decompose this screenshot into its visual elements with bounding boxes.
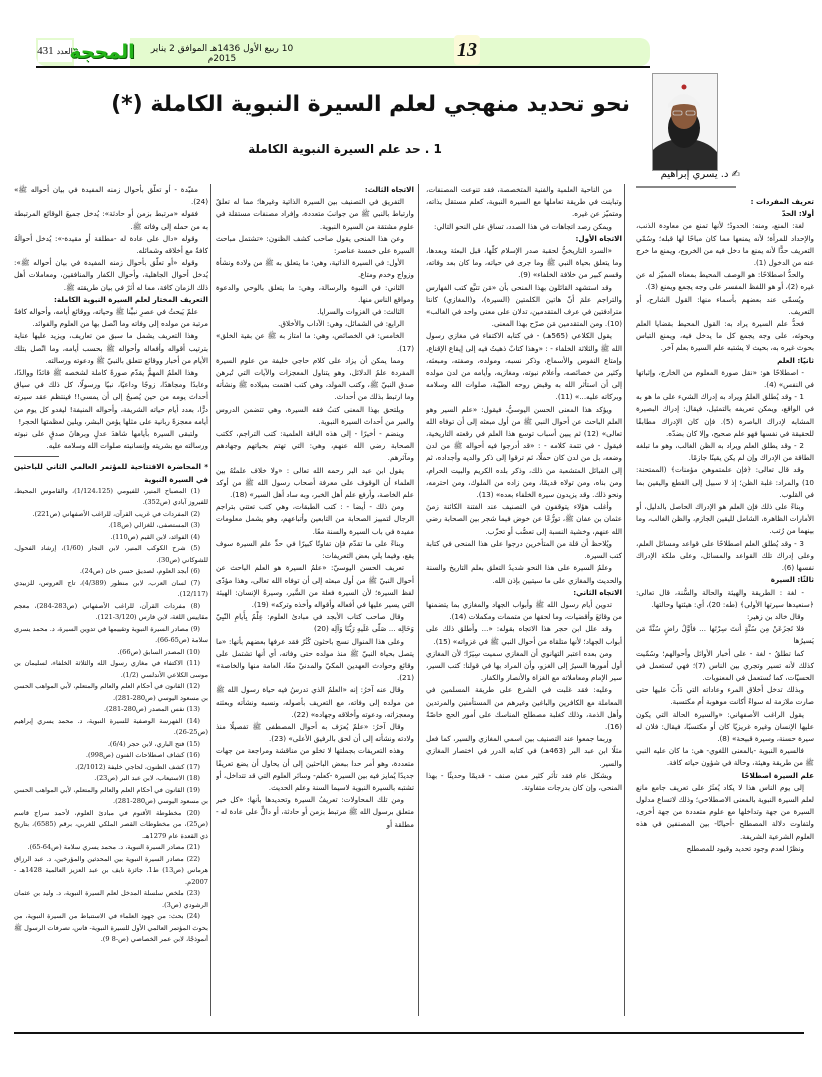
paragraph: وقال آخرُ: «علمٌ يُعرَف به أحوال المصطفى ﷺ تفصيلًا منذ ولادته ونشأته إلى أن لحق بالرفيق الأعلى» (23). — [216, 721, 414, 744]
footnote: (6) أبجد العلوم، لصديق حسن خان (ص24). — [79, 567, 200, 576]
page-number: 13 — [454, 35, 480, 65]
paragraph: لغة: المنع، ومنه: الحدودُ؛ لأنها تمنع من معاودة الذنب، والإحداد للمرأة؛ لأنه يمنعها مما كان مباحًا لها قبله؛ وسُمّي التعريف حدًّا لأنه يمنع ما دخل فيه من الخروج، ويمنع ما خرج عنه من الدخول (1). — [636, 221, 814, 268]
paragraph: وبذلك تدخل أخلاق المرء وعاداته التي دَأَبَ عليها حتى صارت ملازمة له سواءً أكانت موهوبة أم مكتسبة. — [636, 685, 814, 707]
paragraph: علمٌ يَبحثُ في عصرِ نبيِّنا ﷺ وحياته، ووقائع أيامه، وأحواله كافةً مرتبة من مولده إلى وفاته وما اتّصل بها من العلوم والفوائد. — [14, 307, 208, 329]
paragraph: وقال خالد بن زهير: — [746, 611, 804, 621]
section-heading: الاتجاه الأول: — [575, 233, 622, 243]
paragraph: وقوله «دال على عادة له -مطلقة أو مقيدة-»: يُدخل أحوالَهُ كافةً مع أخلاقه وشمائله. — [14, 233, 208, 256]
issue-number: 431 — [37, 45, 54, 57]
paragraph: تدوين أيام رسول الله ﷺ وأبواب الجهاد والمغازي بما يتضمنها من وقائعَ وأقضيات، وما لحقها من متممات ومكملات (14). — [426, 599, 622, 622]
footnote: (5) شرح الكوكب المنير، لابن النجار (1/60)، إرشاد الفحول، للشوكاني (ص30). — [14, 544, 208, 564]
paragraph: ومن تلك المحاولات: تعريفُ السيرة وتحديدها بأنها: «كل خبر متعلق برسول الله ﷺ مرتبط بزمن أو حادثة، أو دالٍّ على عادة له - مطلقة أو — [216, 795, 414, 829]
article-column-1 — [636, 196, 814, 1018]
paragraph: وعن هذا المنحى يقول صاحب كشف الظنون: «تشتمل مباحث السيرة على خمسة عناصر: — [216, 233, 414, 256]
author-photo — [652, 73, 718, 171]
footnote: (18) الاستيعاب، لابن عبد البر (ص23). — [94, 774, 200, 783]
section-heading: الاتجاه الثاني: — [573, 587, 622, 597]
footnote: (15) فتح الباري، لابن حجر (6/4). — [107, 739, 200, 748]
paragraph: وبشكل عام فقد تأثر كثير ممن صنف - قديمًا وحديثًا - بهذا المنحى، وإن كان بدرجات متفاوتة. — [426, 770, 622, 792]
paragraph: فقوله «مرتبط بزمن أو حادثة»: يُدخل جميعَ الوقائع المرتبطة به من حمله إلى وفاته ﷺ. — [14, 209, 208, 231]
paragraph: وقد استشهد القائلون بهذا المنحى بأن «مَن تتبَّع كتب الفهارس والتراجم علمَ أنّ هاتين الكلمتين (السيرة)، و(المغازي) كانتا مترادفتين في عرف المتقدمين، تدلان على معنى واحد في الغالب» (10). ومن المتقدمين مَن صرّح بهذا المعنى. — [426, 282, 622, 329]
paragraph: وقال عنه آخرُ: إنه «العلمُ الذي تدرسُ فيه حياة رسول الله ﷺ من مولده إلى وفاته، مع التعريف بأصوله، ونسبه ونشأته وبعثته ومعجزاته، ودعوته وأخلاقه وجهاده» (22). — [216, 685, 414, 719]
paragraph: وعليه: فقد غلبت في الشرع على طريقة المسلمين في المعاملة مع الكافرين والباغين وغيرهم من المستأمنين والمرتدين وأهل الذمة، وذلك كغلبة مصطلح المناسك على أمور الحج خاصّةً (16). — [426, 685, 622, 731]
paragraph: - لغة : الطريقة والهيئة والحالة والسُّنة، قال تعالى: ﴿سنعيدها سيرتها الأولى﴾ (طه: 20)، أي: هيئتها وحالتها. — [636, 587, 814, 609]
paragraph: وهذا العلمُ المهمُّ يقدّم صورةً كاملة لشخصه ﷺ قائدًا ووالدًا، وعابدًا ومجاهدًا، زوجًا وداعيًا، نبيًا ورسولًا، كل ذلك في سياق أحداث يومه من حين يُصبحُ إلى أن يمسي!! فينتظم عقد سيرته درًّا، بعدد أيام حياته الشريفة، وأحواله المنيفة! ليغدو كل يوم من أيامه معجزةً ربانية على مثلها يؤمن البشر، ويلين لعظمتها الحجر! — [14, 368, 208, 426]
column-divider — [418, 184, 419, 1016]
paragraph: يقول الراغب الأصفهاني: «والسيرة الحالة التي يكون عليها الإنسان وغيره غريزيًا كان أو مكتسبًا، فيقال: فلان له سيرة حسنة، وسيرة قبيحة» (8). — [636, 709, 814, 743]
footnote: (19) القانون في أحكام العلم والعالم والمتعلم، لأبي المواهب الحسن بن مسعود اليوسي (ص280-281). — [14, 785, 208, 806]
paragraph: وأغلب هؤلاء يتوقفون في التصنيف عند الفتنة الكائنة زمنَ عثمان بن عفان ﷺ، تورُّعًا عن خوض فيما شجر بين الصحابة رضي الله عنهم، وخشية النسبة إلى تعصُّب أو تحزّب. — [426, 502, 622, 536]
footnote: (20) مخطوطة الأقنوم في مبادئ العلوم، لأحمد سراج قاسم (ص25)، من مخطوطات القصر الملكي للغربي، برقم (6585)، بتاريخ ذي القعدة عام 1279هـ. — [14, 808, 208, 840]
paragraph: الرابع: في الشمائل، وهي: الآداب والأخلاق. — [278, 319, 404, 329]
paragraph: وينضم - أخيرًا - إلى هذه الباقة العلمية: كتب التراجم، ككتب الصحابة رضي الله عنهم، وهي: التي تهتم بحياتهم وجهادهم ومآثرهم. — [216, 429, 414, 463]
header-divider — [36, 66, 650, 68]
footnote: (9) مصادر السيرة النبوية وتقييمها في تدوين السيرة، د. محمد يسري سلامة (ص65-66). — [14, 624, 208, 645]
paragraph: وقد قال تعالى: ﴿فإن علمتموهن مؤمنات﴾ (الممتحنة: 10) والمراد: غلبة الظن؛ إذ لا سبيل إلى القطع واليقين بما في القلوب. — [636, 465, 814, 499]
footnote: (17) كشف الظنون، لحاجي خليفة (2/1012). — [75, 762, 200, 771]
paragraph: الثاني: في النبوة والرسالة، وهي: ما يتعلق بالوحي والدعوة ومواقع الناس منها. — [216, 282, 414, 304]
paragraph: يقول ابن عبد البر رحمه الله تعالى : «ولا خلاف علمتُهُ بين العلماء أن الوقوف على معرفة أصحاب رسول الله ﷺ من أوكد علم الخاصة، وأرفع علم أهل الخبر، وبه ساد أهل السير» (18). — [216, 465, 414, 500]
paragraph: وبناءً على ما تقدّم فإن تفاوتًا كبيرًا في حدِّ علم السيرة سوف يقع، وفيما يلي بعض التعريفات: — [216, 538, 414, 561]
section-heading: أولا: الحدّ — [781, 209, 814, 219]
article-column-4-footnotes — [14, 184, 208, 1012]
paragraph: تعريف الحسن اليوسيّ: «علمُ السيرة هو العلم الباحث عن أحوال النبيّ ﷺ من أول مبعثه إلى أن توفاه الله تعالى، وهذا مؤدّى لفظ السيرة؛ لأن السيرة فعلة من السَّير، وسيرةُ الإنسان: الهيئة التي يسير عليها في أفعاله وأقواله وأخذه وتركه» (19). — [216, 563, 414, 609]
footnote: (7) لسان العرب، لابن منظور (4/389)، تاج العروس، للزبيدي (12/117). — [14, 578, 208, 599]
paragraph: - اصطلاحًا هو: «نقل صورة المعلوم من الخارج، وإثباتها في النفس» (4). — [636, 367, 814, 390]
footnote: (16) كشاف اصطلاحات الفنون (ص998). — [85, 751, 200, 760]
paragraph: 1 - وقد يُطلق العلمُ ويراد به إدراك الشيء على ما هو به في الواقع، ويمكن تعريفه بالتمثيل، فيقال: إدراك البصيرة المشابه لإدراك الباصرة (5). فإن كان الإدراك مطابقًا للحقيقة في نفسها فهو علم صحيح، وإلا كان بضدّه. — [636, 392, 814, 438]
article-title: نحو تحديد منهجي لعلم السيرة النبوية الكاملة (*) — [111, 92, 630, 117]
paragraph: ونظرًا لعدم وجود تحديد وقيود للمصطلح — [686, 843, 804, 853]
paragraph: وقوله «أو تعلّق بأحوال زمنه المفيدة في بيان أحواله ﷺ»: يُدخل أحوال الجاهلية، وأحوال الكفار والمنافقين، ومعاملات أهل ذلك الزمان كافة، مما له أثرٌ في بيان طريقته ﷺ. — [14, 258, 208, 292]
paragraph: «السرد التاريخيُّ لحقبة صدر الإسلام كلّها، قبل البعثة وبعدها، وما يتعلق بحياة النبي ﷺ وما جرى في حياته، وما كان بعد وفاته، وقسم كبير من خلافة الخلفاء» (9). — [426, 246, 622, 280]
issue-date: 10 ربيع الأول 1436هـ الموافق 2 يناير 2015م — [150, 44, 294, 64]
paragraph: التفريق في التصنيف بين السيرة الذاتية وغيرها؛ مما له تعلقٌ وارتباط بالنبي ﷺ من جوانبَ متعددة، وإفراد مصنفات مستقلة في علوم مشتقة من السيرة النبوية. — [216, 197, 414, 231]
paragraph: وربما جمعوا عند التصنيف بين اسمي المغازي والسير، كما فعل مثلًا ابن عبد البر (463هـ) في كتابه الدرر في اختصار المغازي والسير. — [426, 734, 622, 768]
column-divider — [210, 184, 211, 1016]
paragraph: يقول الكلاعي (565هـ) - في كتابه الاكتفاء في مغازي رسول الله ﷺ والثلاثة الخلفاء - : «وهذا كتابٌ ذهبتُ فيه إلى إيقاع الإقناع، وإمتاع النفوس والأسماع، وذكر نسبه، ومولده، وصفته، ومبعثه، وكثير من خصائصه، وأعلام نبوته، ومغازيه، وأيامه من لدن مولده إلى أن استأثر الله به وقبض روحه الطيّبة، صلوات الله وسلامه وبركاته عليه...» (11). — [426, 331, 622, 402]
section-heading: الاتجاه الثالث: — [364, 185, 414, 194]
author-byline — [640, 169, 740, 180]
footnote: (3) المستصفى، للغزالي (ص18). — [108, 521, 200, 530]
paragraph: وقد علل ابن حجر هذا الاتجاه بقوله: «... وأطلق ذلك على أبواب الجهاد؛ لأنها متلقاة من أحوال النبي ﷺ في غزواته» (15). — [426, 624, 622, 646]
paragraph: وبناءً على ذلك فإن العلم هو الإدراك الحاصل بالدليل، أو الأمارات الظاهرة، الشامل لليقين الجازم، والظن الغالب، وما بينهما من رُتب. — [636, 502, 814, 536]
paragraph: وهذه التعريفات بجملتها لا تخلو من مناقشة ومراجعة من جهات متعددة، وهو أمر حدا ببعض الباحثين إلى أن يحاول أن يضع تعريفًا جديدًا يُمايز فيه بين السيرة -كعلم- وسائر العلوم التي قد تتداخل، أو تشتبه بالسيرة النبوية لاسيما السنة وعلم الحديث. — [216, 746, 414, 792]
byline-divider — [636, 186, 736, 188]
footnote: (10) المصدر السابق (ص66). — [117, 647, 200, 656]
paragraph: مقيّدة - أو تعلّق بأحوال زمنه المفيدة في بيان أحواله ﷺ» (24). — [14, 185, 208, 207]
author-name: د. يسري إبراهيم — [660, 169, 729, 180]
paragraph: فالسيرة النبوية -بالمعنى اللغوي- هي: ما كان عليه النبي ﷺ من طريقة وهيئة، وحالة في شؤون حياته كافة. — [636, 746, 814, 768]
paragraph: الأول: في السيرة الذاتية، وهي: ما يتعلق به ﷺ من ولادة ونشأة وزواج وخدم ومتاع. — [216, 258, 414, 280]
section-heading: ثانيًا: العلم — [777, 355, 814, 365]
paragraph: كما تطلقُ - لغة - على أخبار الأوائل وأحوالهم؛ وسُمّيت كذلك لأنه تسير وتجري بين الناس (7)؛ فهي تُستعمل في الحسيّات، كما تُستعمل في المعنويات. — [636, 648, 814, 682]
paragraph: ومن بعده اعتبر التهانوي أن المغازي سميت سِيَرًا؛ لأن المغازي أول أمورها السيرُ إلى الغزو، وأن المراد بها في قولنا: كتب السير، سير الإمام ومعاملاته مع الغزاة والأنصار والكفار. — [426, 648, 622, 683]
paragraph: وعلى هذا المنوال نسج باحثون كُثُرٌ فقد عرفها بعضهم بأنها: «ما يتصل بحياة النبيّ ﷺ منذ مولده حتى وفاته، أي أنها تشتمل على وقائع وحوادث العهدين المكيّ والمدنيّ معًا، العامة منها والخاصة» (21). — [216, 636, 414, 683]
paragraph: إلى يوم الناس هذا لا يكاد يُعثَرُ على تعريف جامع مانع لعلم السيرة النبوية بالمعنى الاصطلاحي؛ وذلك لاتساع مدلول السيرة من جهة وتداخلها مع علوم متعددة من جهة أخرى، ولتفاوت دلالة المصطلح -أحيانًا- بين المصنفين في هذه العلوم الشرعية الشريفة. — [636, 782, 814, 841]
footnote: (1) المصباح المنير، للفيومي (1/124،125)، والقاموس المحيط، للفيروز آبادي (ص352). — [14, 486, 208, 507]
article-subtitle: 1 . حد علم السيرة النبوية الكاملة — [248, 142, 442, 156]
footnote: (22) مصادر السيرة النبوية بين المحدثين والمؤرخين، د. عبد الرزاق هرماس (ص13) ط1، جائزة نايف بن عبد العزيز العالمية 1428هـ - 2007م. — [14, 854, 208, 886]
footnote: (14) الفهرسة الوصفية للسيرة النبوية، د. محمد يسري إبراهيم (ص25-26). — [14, 716, 208, 737]
footnote: (11) الاكتفاء في مغازي رسول الله والثلاثة الخلفاء، لسليمان بن موسى الكلاعي الأندلسي (1/2). — [14, 659, 208, 679]
footnote: (24) بحث: من جهود العلماء في الاستنباط من السيرة النبوية، من بحوث المؤتمر العالمي الأول للسيرة النبوية- فاس، تصرفات الرسول ﷺ أنموذجًا، لابن عمر الخصاصي (ص-8 9). — [14, 912, 208, 944]
paragraph: ويُلاحظ أن قلة من المتأخرين درجوا على هذا المنحى في كتابة كتب السيرة. — [426, 538, 622, 561]
paragraph: الثالث: في الغزوات والسرايا. — [317, 307, 404, 317]
paragraph: ومما يمكن أن يزاد على كلام حاجي خليفة من علوم السيرة المفردة علمُ الدلائل، وهو يتناول المعجزات والآيات التي تُبرهن صدق النبيّ ﷺ، وكتب المولد، وهي كتب اهتمت بميلاده ﷺ ونشأته وما ارتبط بذلك من أحداث. — [216, 355, 414, 402]
section-heading: تعريف المفردات : — [750, 197, 814, 206]
paragraph: فحدُّ علم السيرة يراد به: القول المحيط بقضايا العلم وبحوثه، على وجه يجمع كل ما يدخل فيه، ويمنع التباس بحوث غيره به، بحيث لا يشتبه علم السيرة بعلم آخر. — [636, 319, 814, 353]
paragraph: ويُسمّى عند بعضهم بأسماء منها: القول الشارح، أو التعريف. — [636, 294, 814, 316]
paragraph: وعلمُ السيرة على هذا النحو شديدُ التعلق بعلم التاريخ والسنة والحديث والمغازي على ما سيتبين بإذن الله. — [426, 563, 622, 585]
footnote: (12) القانون في أحكام العلم والعالم والمتعلم، لأبي المواهب الحسن بن مسعود اليوسي (ص280-281). — [14, 682, 208, 702]
section-heading: ثالثًا: السيرة — [770, 575, 814, 585]
paragraph: ولتبقى السيرة بأيامها شاهدَ عدلٍ وبرهانَ صدقٍ على نبوته ورسالته مع بشريته وإنسانيته صلوات الله وسلامه عليه. — [14, 429, 208, 451]
paragraph: الخامس: في الخصائص، وهي: ما امتاز به ﷺ عن بقية الخلق» (17). — [216, 331, 414, 353]
section-heading: التعريف المختار لعلم السيرة النبوية الكاملة: — [53, 294, 208, 304]
footnote-separator — [14, 456, 59, 457]
paragraph: والحدُّ اصطلاحًا: هو الوصف المحيط بمعناه المميّز له عن غيره (2)، أو هو اللفظ المفسر على وجه يجمع ويمنع (3). — [636, 270, 814, 292]
paragraph: 2 - وقد يطلق العلم ويراد به الظن الغالب، وهو ما تبلغه الطاقة من الإدراك وإن لم يكن يقينًا جازمًا. — [636, 441, 814, 463]
magazine-logo: المحجة — [69, 41, 135, 63]
paragraph: وهذا التعريف يشمل ما سبق من تعاريف، ويزيد عليها عناية بترتيب أقواله وأفعاله وأحواله ﷺ بحسب أيامه، وما اتّصل بتلك الأيام من أخبار ووقائع تتعلق بالنبيّ ﷺ ودعوته ورسالته. — [14, 331, 208, 365]
footnote: (2) المفردات في غريب القرآن، للراغب الأصفهاني (ص221). — [32, 509, 200, 518]
section-heading: * المحاضرة الافتتاحية للمؤتمر العالمي الثاني للباحثين في السيرة النبوية — [14, 462, 208, 484]
paragraph: فلا تَجزَعَنْ مِن سُنَّةٍ أنتَ سِرْتَها ... فأوَّلُ راضٍ سُنَّةً مَن يَسيرُها — [636, 624, 814, 646]
paragraph: وقال صاحب كتاب الأبجد في مبادئ العلوم: عِلْمُ بِأَيامِ النّبِيّ وَحَالِه ... صَلّى عَلَيهِ رَبُّنَا وَآلِه (20) — [216, 612, 414, 634]
footnote: (8) مفردات القرآن، للراغب الأصفهاني (ص283-284)، معجم مقاييس اللغة، لابن فارس (3/120-121). — [14, 601, 208, 622]
paragraph: من الناحية العلمية والفنية المتخصصة، فقد تنوعت المصنفات، وتباينت في طريقة تعاملها مع السيرة النبوية، كعلم مستقل بذاته، ومتميّز عن غيره. — [426, 185, 622, 219]
paragraph: ومن ذلك - أيضا - : كتب الطبقات، وهي كتب تعتني بتراجم الرجال لتمييز الصحابة من التابعين وأتباعهم، وهو يشمل معلومات مفيدة في باب السيرة والسنة معًا. — [216, 502, 414, 536]
author-portrait-icon — [652, 74, 717, 171]
section-heading: علم السيرة اصطلاحًا — [741, 770, 814, 780]
footnote: (23) ملخص سلسلة المدخل لعلم السيرة النبوية، د. وليد بن عثمان الرشودي (ص3). — [14, 889, 208, 909]
paragraph: ويلتحق بهذا المعنى كتبُ فقه السيرة، وهي تتضمن الدروس والعبر من أحداث السيرة النبوية. — [216, 404, 414, 426]
issue-label: العدد — [56, 46, 73, 56]
column-divider — [624, 184, 625, 1016]
paragraph: ويؤكد هذا المعنى الحسن اليوسيُّ، فيقول: «علم السير وهو العلم الباحث عن أحوال النبي ﷺ من أول مبعثه إلى أن توفاه الله تعالى» (12) ثم يبين أسباب توسع هذا العلم في رقعته التاريخية، فيقول - في تتمة كلامه - : «قد أدرجوا فيه أحواله ﷺ من لدن وضعه، بل من لدن كان حملًا، ثم ترقوا إلى ذكر والديه وأجداده، ثم إلى القبائل المتشعبة من ذلك، وذكر بلده الكريم والبيت الحرام، ومن بناه، ومن تولاه قديمًا، ومن زاده من الملوك، ومن احترمه، ونحو ذلك. وقد يزيدون سيرة الخلفاء بعده» (13). — [426, 404, 622, 500]
issue-number-box — [38, 40, 72, 62]
article-column-3 — [216, 184, 414, 1012]
footnote: (4) الفوائد، لابن القيم (ص110). — [110, 532, 200, 541]
article-column-2 — [426, 184, 622, 1012]
paragraph: ويمكن رصد اتجاهات في هذا الصدد، تساق على النحو التالي: — [434, 221, 612, 231]
logo-box — [69, 38, 135, 66]
footnote: (13) نفس المصدر (ص280-281). — [103, 705, 200, 714]
footer-divider — [14, 1032, 804, 1034]
pen-icon: ✍ — [731, 169, 740, 180]
paragraph: 3 - وقد يُطلق العلم اصطلاحًا على قواعد ومسائل العلم، وعلى إدراك تلك القواعد والمسائل، وعلى ملكة الإدراك نفسها (6). — [636, 538, 814, 573]
footnote: (21) مصادر السيرة النبوية، د. محمد يسري سلامة (ص64-65). — [27, 843, 200, 852]
